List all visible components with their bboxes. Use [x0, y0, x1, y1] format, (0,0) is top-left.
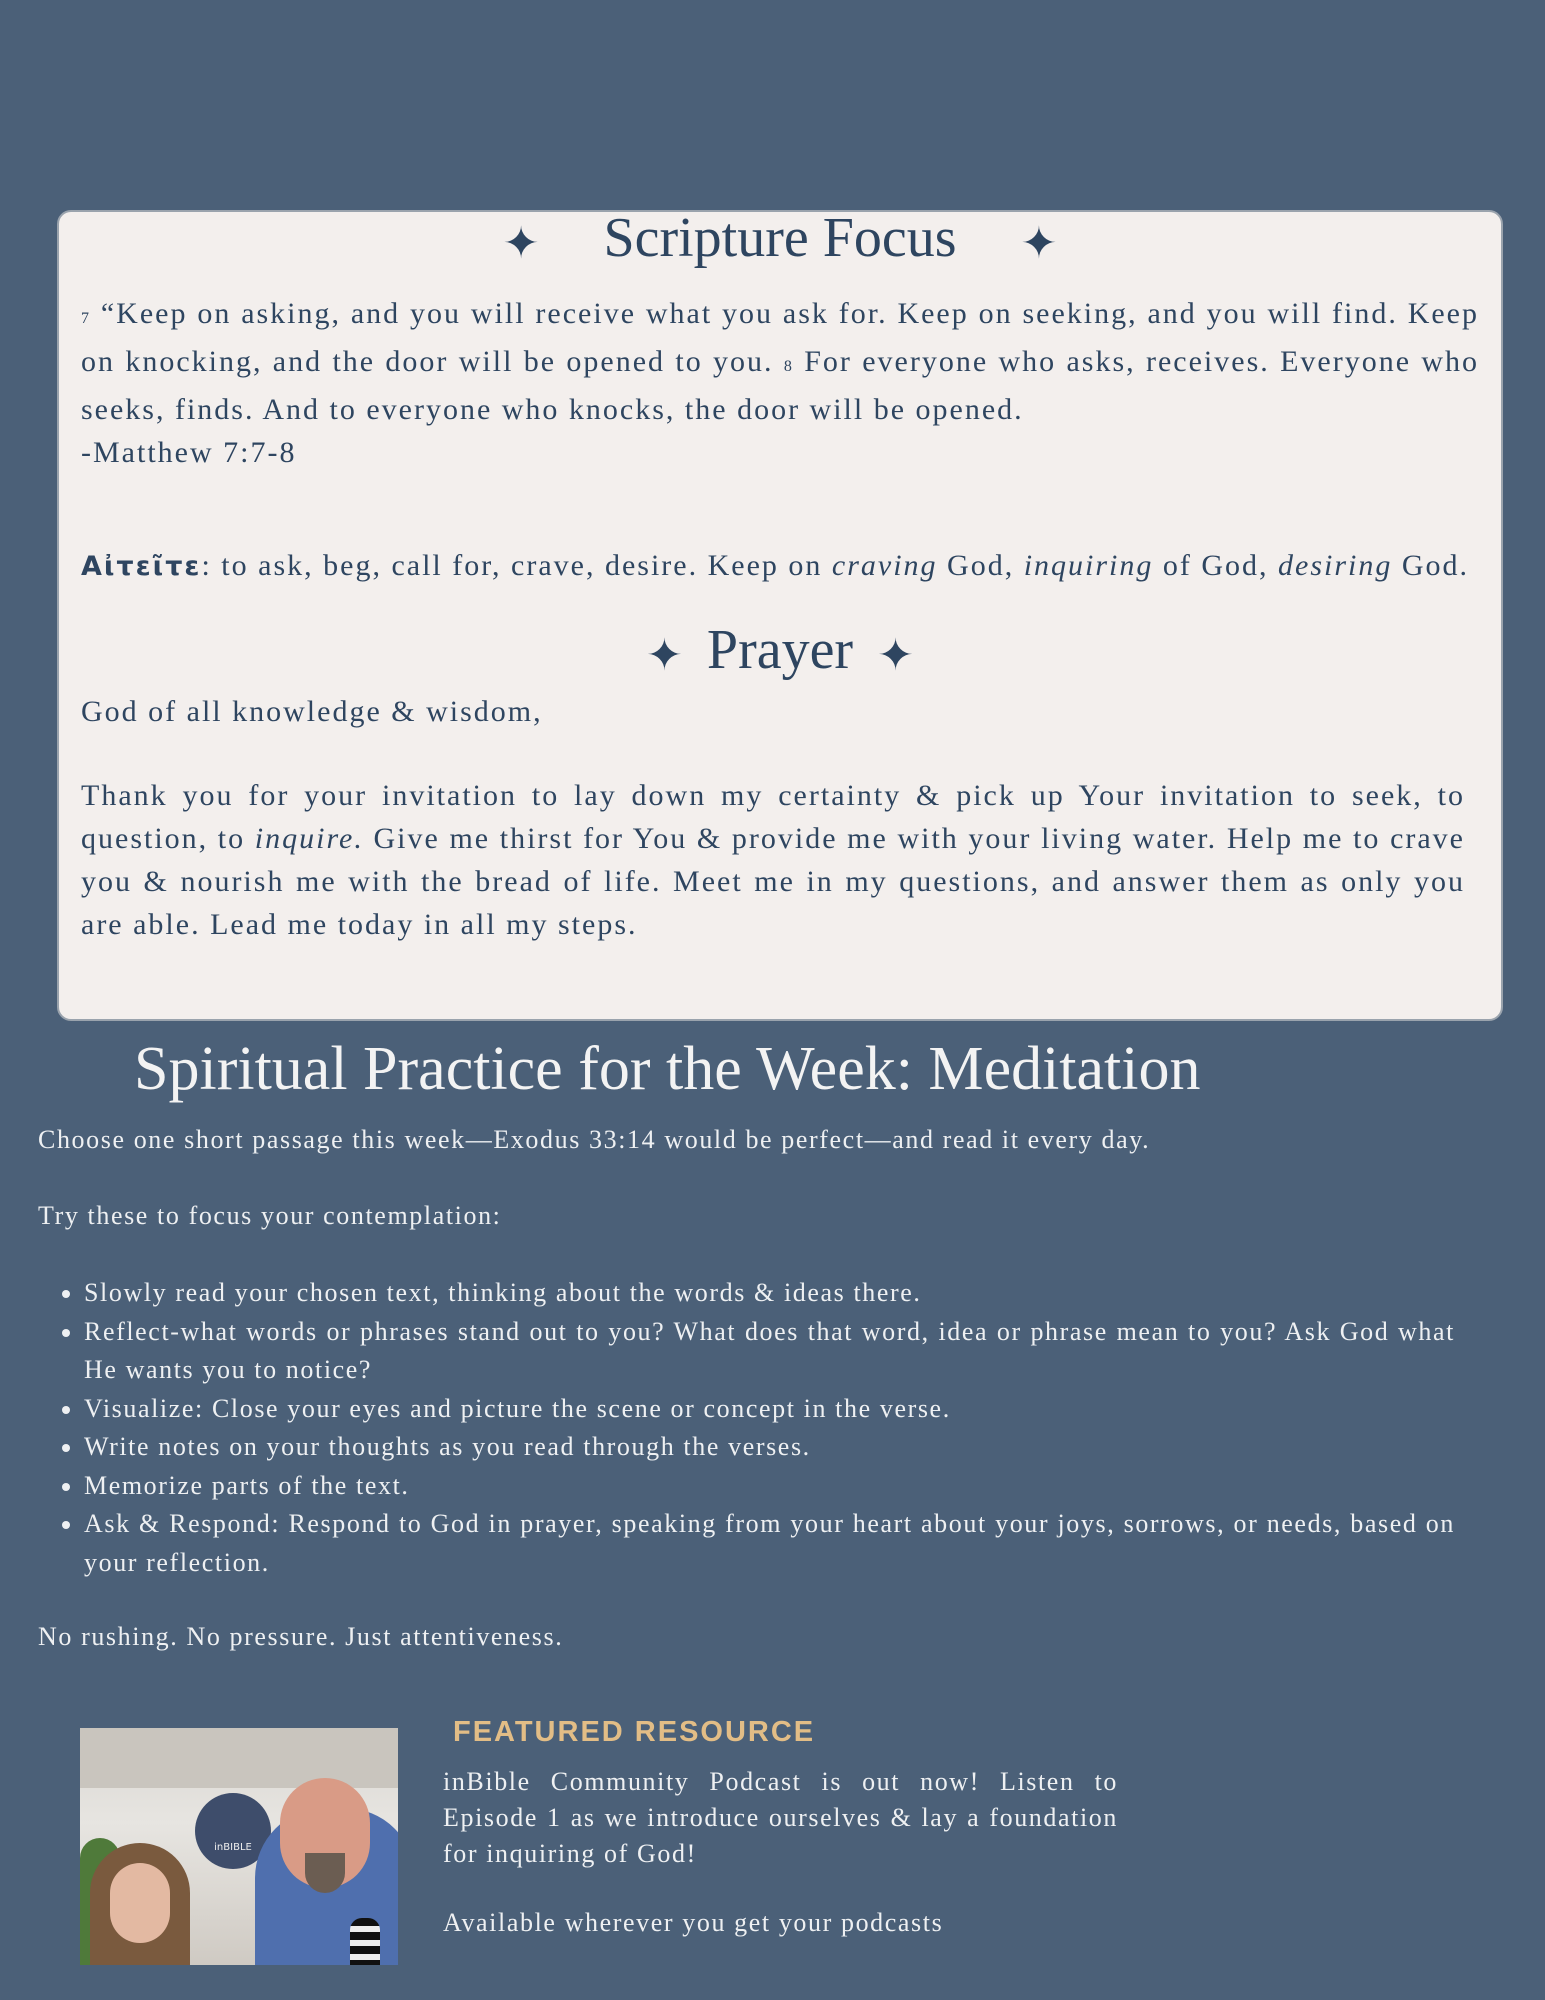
- sparkle-icon: ✦: [877, 630, 914, 680]
- practice-intro: Choose one short passage this week—Exodus 33:14 would be perfect—and read it every day.: [38, 1125, 1151, 1154]
- scripture-reference: -Matthew 7:7-8: [81, 436, 297, 469]
- practice-try: Try these to focus your contemplation:: [38, 1201, 502, 1230]
- sparkle-icon: ✦: [502, 218, 540, 268]
- definition-text: : to ask, beg, call for, crave, desire. Keep on: [201, 549, 832, 582]
- scripture-card: [57, 207, 1503, 1021]
- list-item: • Write notes on your thoughts as you read through the verses.: [84, 1428, 1455, 1467]
- prayer-text: Thank you for your invitation to lay down my certainty & pick up Your invitation to seek, to question, to: [81, 779, 1465, 855]
- practice-heading: Spiritual Practice for the Week: Meditation: [134, 1035, 1201, 1103]
- prayer-greeting: God of all knowledge & wisdom,: [81, 695, 543, 728]
- sparkle-icon: ✦: [1020, 218, 1058, 268]
- prayer-title: Prayer: [706, 619, 854, 681]
- prayer-body: [81, 774, 1465, 946]
- definition-text: God.: [1392, 549, 1470, 582]
- list-item: • Visualize: Close your eyes and picture the scene or concept in the verse.: [84, 1390, 1455, 1429]
- list-item: • Memorize parts of the text.: [84, 1467, 1455, 1506]
- verse-number: 7: [81, 310, 91, 327]
- list-item: • Slowly read your chosen text, thinking about the words & ideas there.: [84, 1274, 1455, 1313]
- emphasis: inquire.: [254, 822, 364, 855]
- featured-resource-label: FEATURED RESOURCE: [453, 1716, 816, 1748]
- prayer-text: Give me thirst for You & provide me with your living water. Help me to crave you & nourish me with the bread of life. Meet me in my questions, and answer them as only you are able. Lead me today in all my steps.: [81, 822, 1466, 941]
- list-item: • Reflect-what words or phrases stand out to you? What does that word, idea or phrase mean to you? Ask God what He wants you to notice?: [84, 1313, 1455, 1390]
- verse-7-text: “Keep on asking, and you will receive what you ask for. Keep on seeking, and you will find. Keep on knocking, and the door will be opened to you.: [81, 297, 1479, 378]
- verse-8-text: For everyone who asks, receives. Everyone who seeks, finds. And to everyone who knocks, the door will be opened.: [81, 345, 1480, 426]
- greek-definition: [81, 544, 1479, 588]
- practice-list: [38, 1274, 1455, 1582]
- scripture-focus-heading: [59, 206, 1501, 270]
- emphasis: desiring: [1278, 549, 1393, 582]
- practice-closing: No rushing. No pressure. Just attentiveness.: [38, 1622, 564, 1651]
- scripture-focus-title: Scripture Focus: [603, 207, 957, 269]
- definition-text: God,: [937, 549, 1024, 582]
- podcast-photo: [80, 1728, 398, 1965]
- prayer-heading: [59, 618, 1501, 682]
- podcast-availability: Available wherever you get your podcasts: [443, 1908, 944, 1937]
- emphasis: craving: [831, 549, 938, 582]
- definition-text: of God,: [1153, 549, 1279, 582]
- list-item: • Ask & Respond: Respond to God in prayer, speaking from your heart about your joys, sorrows, or needs, based on your reflection.: [84, 1505, 1455, 1582]
- inbible-logo: inBIBLE: [195, 1793, 271, 1869]
- verse-number: 8: [783, 358, 794, 375]
- sparkle-icon: ✦: [646, 630, 683, 680]
- featured-resource-text: inBible Community Podcast is out now! Listen to Episode 1 as we introduce ourselves & lay a foundation for inquiring of God!: [443, 1767, 1118, 1868]
- emphasis: inquiring: [1023, 549, 1154, 582]
- greek-word: Αἰτεῖτε: [81, 551, 202, 582]
- scripture-verse: [81, 292, 1479, 474]
